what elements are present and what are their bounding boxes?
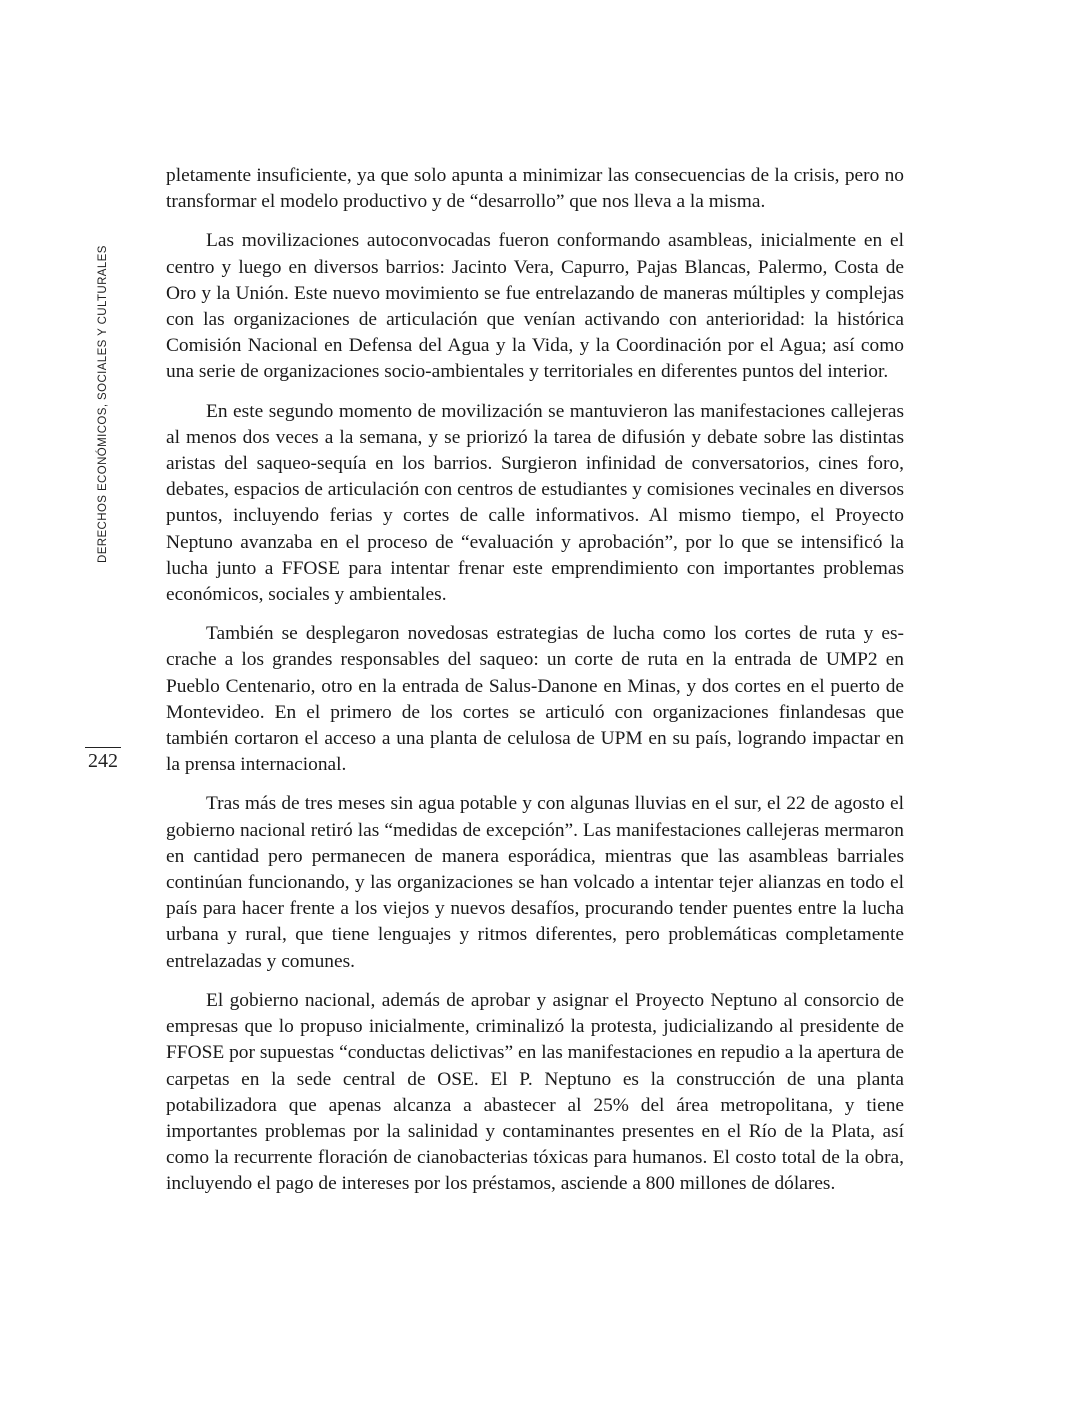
paragraph: El gobierno nacional, además de aprobar y asignar el Proyecto Neptuno al consorcio de empresas que lo propuso inicialmente, criminalizó la protesta, judicializando al presidente de FFOSE por supuestas “conductas delictivas” en las manifestaciones en repudio a la apertura de carpetas en la sede central de OSE. El P. Neptuno es la construcción de una planta potabilizadora que apenas alcanza a abastecer al 25% del área metropolitana, y tiene importantes problemas por la salinidad y contaminantes presentes en el Río de la Plata, así como la recurrente floración de cianobacterias tóxicas para humanos. El costo total de la obra, incluyendo el pago de intereses por los préstamos, asciende a 800 millones de dólares. xyxy=(166,989,904,1195)
paragraph: También se desplegaron novedosas estrategias de lucha como los cortes de ruta y escrache a los grandes responsables del saqueo: un corte de ruta en la entrada de UMP2 en Pueblo Centenario, otro en la entrada de Salus-Danone en Minas, y dos cortes en el puerto de Montevideo. En el primero de los cortes se articuló con organizaciones finlandesas que también cortaron el acceso a una planta de celulosa de UPM en su país, logrando impactar en la prensa internacional. xyxy=(166,623,904,776)
paragraph: En este segundo momento de movilización se mantuvieron las manifestaciones callejeras al menos dos veces a la semana, y se priorizó la tarea de difusión y debate sobre las distintas aristas del saqueo-sequía en los barrios. Surgieron infinidad de conversatorios, cines foro, debates, espacios de articulación con centros de estudiantes y comisiones vecinales en diversos puntos, incluyendo ferias y cortes de calle informativos. Al mismo tiempo, el Proyecto Neptuno avanzaba en el proceso de “evaluación y aprobación”, por lo que se intensificó la lucha junto a FFOSE para intentar frenar este emprendimiento con importantes problemas económicos, sociales y ambientales. xyxy=(166,400,904,606)
paragraph: Tras más de tres meses sin agua potable y con algunas lluvias en el sur, el 22 de agosto el gobierno nacional retiró las “medidas de excepción”. Las manifestaciones callejeras mermaron en cantidad pero permanecen de manera esporádica, mientras que las asambleas barriales continúan funcionando, y las organizaciones se han volcado a intentar tejer alianzas en todo el país para hacer frente a los viejos y nuevos desafíos, procurando tender puentes entre la lucha urbana y rural, que tiene lenguajes y ritmos diferentes, pero problemáticas completamente entrelazadas y comunes. xyxy=(166,793,904,972)
body-text xyxy=(166,163,904,1211)
paragraph-continuation: pletamente insuficiente, ya que solo apunta a minimizar las consecuencias de la crisis, pero no transformar el modelo productivo y de “desarrollo” que nos lleva a la misma. xyxy=(166,165,904,213)
paragraph: Las movilizaciones autoconvocadas fueron conformando asambleas, inicialmente en el centro y luego en diversos barrios: Jacinto Vera, Capurro, Pajas Blancas, Palermo, Costa de Oro y la Unión. Este nuevo movimiento se fue entrelazando de maneras múltiples y complejas con las organizaciones de articulación que venían activando con anterioridad: la histórica Comisión Nacional en Defensa del Agua y la Vida, y la Coordinación por el Agua; así como una serie de organizaciones socio-ambientales y territoriales en diferentes puntos del interior. xyxy=(166,230,904,383)
running-header-vertical: DERECHOS ECONÓMICOS, SOCIALES Y CULTURALES xyxy=(97,245,109,563)
page-number-rule xyxy=(85,747,121,748)
page-number: 242 xyxy=(88,750,118,772)
